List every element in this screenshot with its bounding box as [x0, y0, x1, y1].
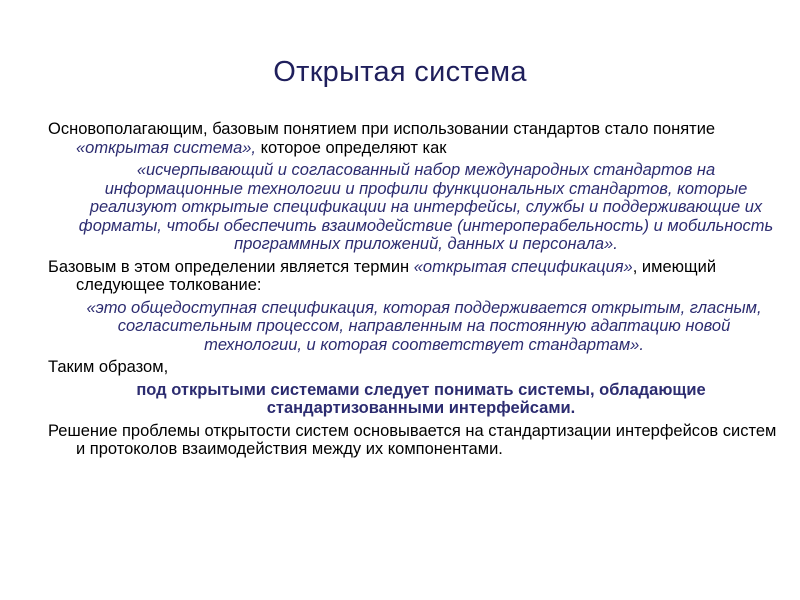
paragraph-text: которое определяют как [256, 138, 447, 157]
slide-title: Открытая система [273, 56, 527, 88]
definition-quote-open-system: «исчерпывающий и согласованный набор международных стандартов на информационные технологии и профили функциональных стандартов, которые реализуют открытые спецификации на интерфейсы, службы и поддерживающие их форматы, чтобы обеспечить взаимодействие (интероперабельность) и мобильность программных приложений, данных и персонала». [78, 161, 774, 253]
paragraph-text: Основополагающим, базовым понятием при использовании стандартов стало понятие [48, 120, 716, 138]
definition-quote-open-specification: «это общедоступная спецификация, которая поддерживается открытым, гласным, согласительным процессом, направленным на постоянную адаптацию новой технологии, и которая соответствует стандартам». [86, 298, 762, 354]
slide-content [48, 120, 778, 463]
term-open-specification: «открытая спецификация» [413, 257, 633, 276]
paragraph-text: Базовым в этом определении является термин [48, 257, 414, 276]
paragraph-base-term [48, 258, 778, 295]
conclusion-statement: под открытыми системами следует понимать системы, обладающие стандартизованными интерфейсами. [136, 380, 706, 417]
term-open-system: «открытая система», [76, 138, 257, 157]
paragraph-text: , имеющий следующее толкование: [76, 257, 717, 294]
paragraph-definition-intro [48, 120, 778, 157]
paragraph-solution: Решение проблемы открытости систем основывается на стандартизации интерфейсов систем и протоколов взаимодействия между их компонентами. [48, 421, 777, 458]
paragraph-thus: Таким образом, [48, 358, 169, 376]
